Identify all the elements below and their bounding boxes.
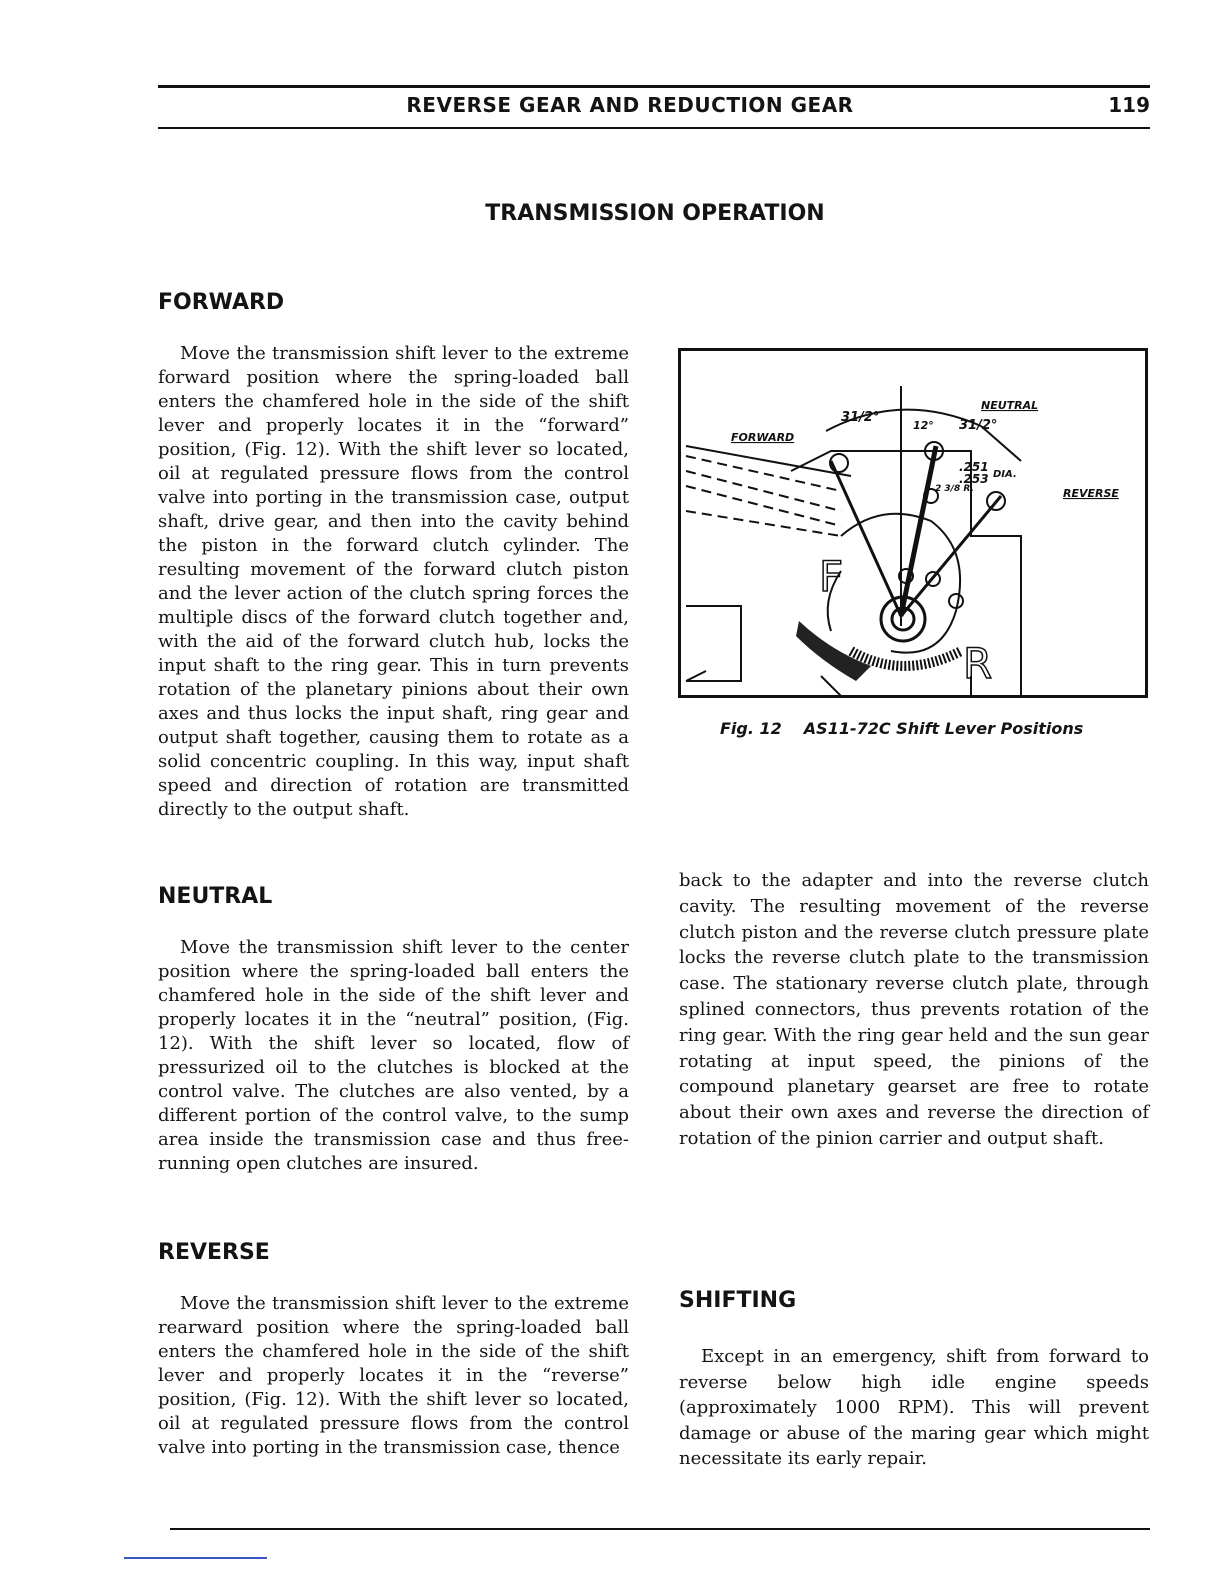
base-lines — [821, 676, 971, 696]
neutral-lever-position — [901, 446, 936, 616]
reverse-heading: REVERSE — [158, 1240, 270, 1265]
reverse-lever-position — [901, 496, 1001, 616]
diameter-label-2: .253 — [959, 472, 989, 486]
radius-label: 2 3/8 R. — [935, 484, 974, 494]
angle-label-left: 31/2° — [841, 410, 880, 425]
reverse-label: REVERSE — [1063, 487, 1119, 500]
diameter-label-1: .251 — [959, 460, 989, 474]
figure-caption — [720, 719, 1105, 738]
angle-label-mid: 12° — [913, 419, 934, 432]
footer-rule — [170, 1528, 1150, 1530]
forward-label: FORWARD — [731, 431, 795, 444]
angle-label-right: 31/2° — [959, 418, 998, 433]
shift-lever-figure — [678, 348, 1148, 698]
page-number: 119 — [1108, 93, 1150, 117]
forward-paragraph: Move the transmission shift lever to the extreme forward position where the spring-loaded ball enters the chamfered hole in the side of the shift lever and properly locates it in the “forward” position, (Fig. 12). With the shift lever so located, oil at regulated pressure flows from the control valve into porting in the transmission case, output shaft, drive gear, and then into the cavity behind the piston in the forward clutch cylinder. The resulting movement of the forward clutch piston and the lever action of the clutch spring forces the multiple discs of the forward clutch together and, with the aid of the forward clutch hub, locks the input shaft to the ring gear. This in turn prevents rotation of the planetary pinions about their own axes and thus locks the input shaft, ring gear and output shaft together, causing them to rotate as a solid concentric coupling. In this way, input shaft speed and direction of rotation are transmitted directly to the output shaft. — [158, 343, 629, 820]
diameter-unit-label: DIA. — [993, 469, 1017, 480]
dashed-reference-line — [686, 456, 841, 491]
figure-caption-text: AS11-72C Shift Lever Positions — [803, 719, 1084, 738]
reverse-paragraph: Move the transmission shift lever to the extreme rearward position where the spring-loaded ball enters the chamfered hole in the side of the shift lever and properly locates it in the “reverse” position, (Fig. 12). With the shift lever so located, oil at regulated pressure flows from the control valve into porting in the transmission case, thence — [158, 1293, 629, 1458]
detent-ball — [949, 594, 963, 608]
side-bracket — [686, 606, 741, 681]
running-header-title: REVERSE GEAR AND REDUCTION GEAR — [406, 93, 854, 117]
neutral-paragraph: Move the transmission shift lever to the center position where the spring-loaded ball enters the chamfered hole in the side of the shift lever and properly locates it in the “neutral” position, (Fig. 12). With the shift lever so located, flow of pressurized oil to the clutches is blocked at the control valve. The clutches are also vented, by a different portion of the control valve, to the sump area inside the transmission case and thus free-running open clutches are insured. — [158, 937, 629, 1174]
neutral-label: NEUTRAL — [981, 399, 1039, 412]
r-position-mark: R — [963, 639, 993, 688]
bracket-line — [686, 671, 706, 681]
dashed-reference-line — [686, 511, 841, 536]
reverse-paragraph-continued: back to the adapter and into the reverse clutch cavity. The resulting movement of the reverse clutch piston and the reverse clutch pressure plate locks the reverse clutch plate to the transmission case. The stationary reverse clutch plate, through splined connectors, thus prevents rotation of the ring gear. With the ring gear held and the sun gear rotating at input speed, the pinions of the compound planetary gearset are free to rotate about their own axes and reverse the direction of rotation of the pinion carrier and output shaft. — [679, 870, 1149, 1149]
forward-heading: FORWARD — [158, 290, 285, 315]
header-bottom-rule — [158, 127, 1150, 129]
shift-lever-diagram — [681, 351, 1148, 698]
f-position-mark: F — [819, 552, 844, 601]
header-top-rule — [158, 85, 1150, 88]
shifting-paragraph: Except in an emergency, shift from forward to reverse below high idle engine speeds (approximately 1000 RPM). This will prevent damage or abuse of the maring gear which might necessitate its early repair. — [679, 1346, 1149, 1469]
shifting-heading: SHIFTING — [679, 1288, 797, 1313]
figure-caption-number: Fig. 12 — [720, 719, 782, 738]
scan-edge-mark — [124, 1557, 267, 1559]
blade-shape — [796, 621, 871, 681]
page-title: TRANSMISSION OPERATION — [485, 201, 825, 226]
neutral-heading: NEUTRAL — [158, 884, 273, 909]
